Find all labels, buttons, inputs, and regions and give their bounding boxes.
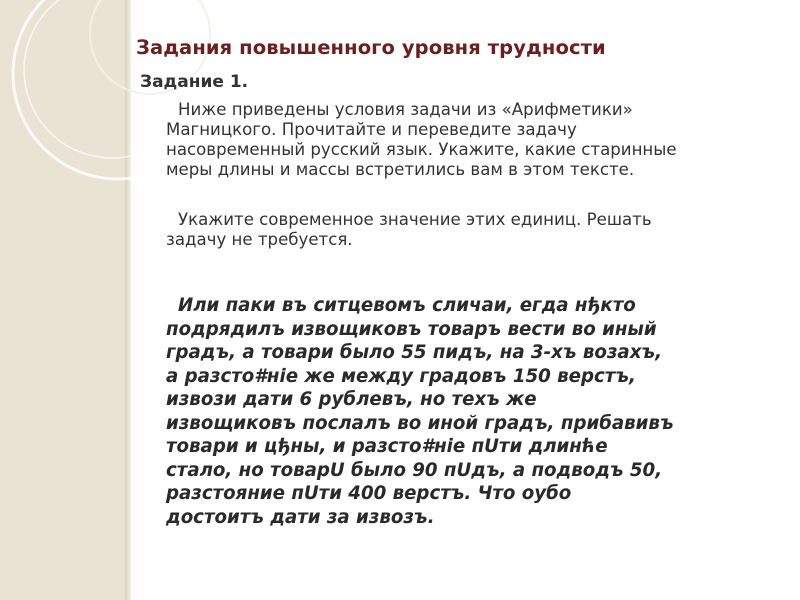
old-text-line: товари и цђны, и разсто#ніе пUти длинће (166, 436, 608, 457)
old-text-line: извози дати 6 рублевъ, но техъ же (166, 389, 537, 410)
text-line: меры длины и массы встретились вам в этом тексте. (166, 160, 635, 179)
old-text-line: а разсто#ніе же между градовъ 150 верстъ, (166, 365, 636, 387)
old-russian-problem-text (166, 294, 791, 529)
old-text-line: стало, но товарU было 90 пUдъ, а подводъ 50, (166, 459, 663, 481)
slide-title: Задания повышенного уровня трудности (136, 36, 606, 59)
old-text-line: подрядилъ извощиковъ товаръ вести во иный (166, 318, 657, 340)
old-text-line: градъ, а товари было 55 пидъ, на 3-хъ возахъ, (166, 342, 663, 363)
old-text-line: Или паки въ ситцевомъ сличаи, егда нђкто (178, 295, 636, 316)
old-text-line: достоитъ дати за извозъ. (166, 506, 435, 528)
instructions-paragraph-1 (166, 100, 786, 180)
text-line: Ниже приведены условия задачи из «Арифметики» (178, 100, 633, 119)
old-text-line: разстояние пUти 400 верстъ. Что оубо (166, 483, 572, 504)
task-label: Задание 1. (140, 72, 249, 92)
text-line: задачу не требуется. (166, 230, 353, 249)
text-line: Магницкого. Прочитайте и переведите задачу (166, 120, 577, 139)
text-line: насовременный русский язык. Укажите, какие старинные (166, 140, 677, 159)
old-text-line: извощиковъ послалъ во иной градъ, прибавивъ (166, 412, 674, 434)
instructions-paragraph-2 (166, 210, 786, 250)
text-line: Укажите современное значение этих единиц. Решать (178, 210, 652, 229)
